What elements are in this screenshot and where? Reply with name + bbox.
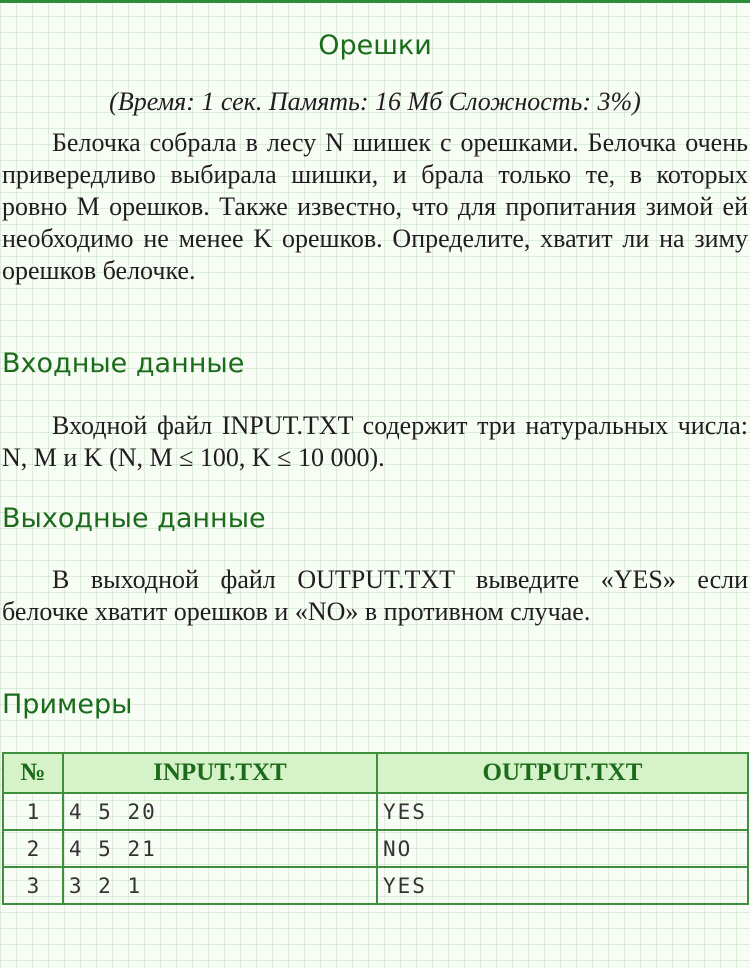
problem-limits: (Время: 1 сек. Память: 16 Мб Сложность: 3%) [109, 87, 641, 116]
problem-title: Орешки [318, 30, 432, 61]
column-header-number: № [3, 753, 63, 793]
row-input: 4 5 20 [63, 793, 377, 830]
input-heading: Входные данные [2, 348, 245, 379]
table-row [3, 867, 748, 904]
row-number: 1 [3, 793, 63, 830]
problem-statement: Белочка собрала в лесу N шишек c орешками. Белочка очень привередливо выбирала шишки, и брала только те, в которых ровно M орешков. Также известно, что для пропитания зимой ей необходимо не менее K орешков. Определите, хватит ли на зиму орешков белочке. [2, 128, 748, 285]
table-row [3, 793, 748, 830]
output-description: В выходной файл OUTPUT.TXT выведите «YES» если белочке хватит орешков и «NO» в противном случае. [2, 565, 748, 626]
row-output: NO [377, 830, 748, 867]
input-description: Входной файл INPUT.TXT содержит три натуральных числа: N, M и K (N, M ≤ 100, K ≤ 10 000). [2, 411, 748, 472]
table-row [3, 830, 748, 867]
column-header-input: INPUT.TXT [63, 753, 377, 793]
top-rule [0, 0, 750, 3]
column-header-output: OUTPUT.TXT [377, 753, 748, 793]
row-input: 4 5 21 [63, 830, 377, 867]
examples-table [2, 752, 749, 905]
row-output: YES [377, 867, 748, 904]
row-number: 2 [3, 830, 63, 867]
row-output: YES [377, 793, 748, 830]
row-number: 3 [3, 867, 63, 904]
examples-header-row [3, 753, 748, 793]
row-input: 3 2 1 [63, 867, 377, 904]
output-heading: Выходные данные [2, 503, 266, 534]
examples-heading: Примеры [2, 689, 133, 720]
